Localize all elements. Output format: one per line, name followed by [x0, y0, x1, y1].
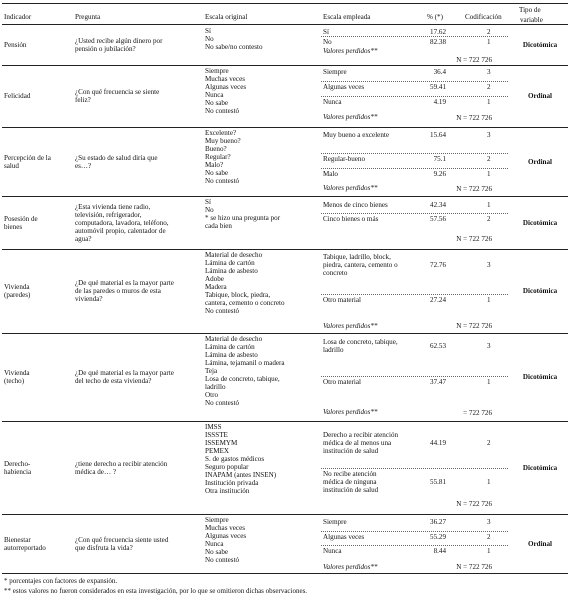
bottom-rule: [2, 573, 568, 574]
escala-empleada-item: institución de salud: [323, 486, 379, 494]
codificacion-value: 1: [487, 378, 491, 386]
escala-empleada-item: Algunas veces: [323, 533, 365, 541]
n-total: N = 722 726: [456, 235, 492, 243]
row-separator: [2, 196, 568, 197]
escala-original-item: Algunas veces: [205, 532, 247, 540]
pregunta-text: es…?: [75, 162, 92, 170]
header-codificacion: Codificación: [465, 13, 502, 21]
escala-original-item: Institución privada: [205, 479, 259, 487]
escala-original-item: No sabe: [205, 548, 229, 556]
n-total: N = 722 726: [456, 114, 492, 122]
escala-original-item: Otra institución: [205, 487, 250, 495]
escala-original-item: Sí: [205, 27, 211, 35]
escala-original-item: No sabe: [205, 169, 229, 177]
header-pregunta: Pregunta: [75, 13, 101, 21]
codificacion-value: 2: [487, 83, 491, 91]
row-separator: [2, 421, 568, 422]
n-total: N = 722 726: [456, 563, 492, 571]
escala-empleada-item: Otro material: [323, 378, 362, 386]
escala-original-item: ISSEMYM: [205, 439, 238, 447]
escala-empleada-item: Algunas veces: [323, 83, 365, 91]
valores-perdidos-label: Valores perdidos**: [323, 184, 378, 192]
escala-original-item: No contestó: [205, 399, 240, 407]
category-separator: [321, 153, 508, 154]
escala-empleada-item: médica de al menos una: [323, 439, 392, 447]
escala-original-item: Regular?: [205, 153, 231, 161]
escala-original-item: Siempre: [205, 67, 229, 75]
escala-original-item: Losa de concreto, tabique,: [205, 375, 280, 383]
n-total: N = 722 726: [456, 185, 492, 193]
codificacion-value: 1: [487, 98, 491, 106]
escala-original-item: No contestó: [205, 107, 240, 115]
escala-empleada-item: institución de salud: [323, 447, 379, 455]
indicador-label: salud: [4, 162, 19, 170]
n-total: = 722 726: [463, 409, 492, 417]
valores-perdidos-label: Valores perdidos**: [323, 322, 378, 330]
indicador-label: (paredes): [4, 291, 31, 299]
escala-original-item: S. de gastos médicos: [205, 455, 265, 463]
header-porcentaje: % (*): [427, 13, 443, 21]
escala-original-item: Lámina, tejamanil o madera: [205, 359, 285, 367]
pregunta-text: televisión, refrigerador,: [75, 211, 142, 219]
escala-original-item: Lámina de cartón: [205, 343, 255, 351]
row-separator: [2, 127, 568, 128]
tipo-variable: Ordinal: [527, 92, 553, 100]
category-separator: [321, 168, 508, 169]
row-separator: [2, 249, 568, 250]
valores-perdidos-label: Valores perdidos**: [323, 113, 378, 121]
escala-original-item: Nunca: [205, 540, 224, 548]
pregunta-text: que disfruta la vida?: [75, 544, 133, 552]
escala-original-item: PEMEX: [205, 447, 230, 455]
codificacion-value: 1: [487, 38, 491, 46]
pregunta-text: ¿Su estado de salud diría que: [75, 154, 158, 162]
escala-original-item: Tabique, block, piedra,: [205, 291, 271, 299]
pregunta-text: ¿Usted recibe algún dinero por: [75, 37, 163, 45]
porcentaje-value: 75.1: [433, 155, 446, 163]
indicador-label: Posesión de: [4, 215, 38, 223]
codificacion-value: 2: [487, 439, 491, 447]
escala-original-item: Adobe: [205, 275, 224, 283]
header-tipo-2: variable: [520, 16, 543, 24]
codificacion-value: 2: [487, 28, 491, 36]
header-indicador: Indicador: [4, 13, 32, 21]
porcentaje-value: 55.29: [430, 533, 446, 541]
porcentaje-value: 57.56: [430, 215, 446, 223]
escala-original-item: Lámina de asbesto: [205, 351, 258, 359]
pregunta-text: ¿Con qué frecuencia siente usted: [75, 536, 169, 544]
category-separator: [321, 531, 508, 532]
escala-empleada-item: Tabique, ladrillo, block,: [323, 253, 391, 261]
escala-original-item: No sabe/no contesto: [205, 43, 263, 51]
category-separator: [321, 376, 508, 377]
category-separator: [321, 213, 508, 214]
indicador-label: autorreportado: [4, 544, 46, 552]
escala-empleada-item: Sí: [323, 28, 329, 36]
codificacion-value: 3: [487, 68, 491, 76]
codificacion-value: 2: [487, 533, 491, 541]
pregunta-text: ¿De qué material es la mayor parte: [75, 279, 174, 287]
pregunta-text: vivienda?: [75, 295, 103, 303]
tipo-variable: Ordinal: [527, 540, 553, 548]
porcentaje-value: 36.4: [433, 68, 446, 76]
pregunta-text: agua?: [75, 235, 92, 243]
indicador-label: bienes: [4, 223, 23, 231]
pregunta-text: ¿tiene derecho a recibir atención: [75, 460, 168, 468]
porcentaje-value: 37.47: [430, 378, 446, 386]
escala-empleada-item: piedra, cantera, cemento o: [323, 261, 398, 269]
codificacion-value: 3: [487, 131, 491, 139]
escala-original-item: Sí: [205, 198, 211, 206]
escala-original-item: Nunca: [205, 91, 224, 99]
escala-empleada-item: Siempre: [323, 68, 347, 76]
category-separator: [321, 468, 508, 469]
indicador-label: Felicidad: [4, 92, 31, 100]
porcentaje-value: 59.41: [430, 83, 446, 91]
pregunta-text: ¿De qué material es la mayor parte: [75, 369, 174, 377]
category-separator: [321, 294, 508, 295]
footnote-2: ** estos valores no fueron considerados en esta investigación, por lo que se omitieron dichas observaciones.: [4, 587, 308, 595]
valores-perdidos-label: Valores perdidos**: [323, 563, 378, 571]
porcentaje-value: 82.38: [430, 38, 446, 46]
tipo-variable: Dicotómica: [522, 464, 558, 472]
escala-empleada-item: Menos de cinco bienes: [323, 201, 388, 209]
porcentaje-value: 9.26: [433, 170, 446, 178]
escala-original-item: Muchas veces: [205, 75, 245, 83]
codificacion-value: 1: [487, 170, 491, 178]
pregunta-text: computadora, lavadora, teléfono,: [75, 219, 169, 227]
row-separator: [2, 333, 568, 334]
escala-original-item: ladrillo: [205, 383, 226, 391]
category-separator: [321, 36, 508, 37]
pregunta-text: pensión o jubilación?: [75, 45, 136, 53]
escala-original-item: Material de desecho: [205, 335, 263, 343]
escala-empleada-item: Nunca: [323, 98, 342, 106]
header-escala-empleada: Escala empleada: [323, 13, 371, 21]
escala-original-item: No: [205, 206, 214, 214]
escala-empleada-item: Regular-bueno: [323, 155, 366, 163]
category-separator: [321, 545, 508, 546]
escala-original-item: No contestó: [205, 556, 240, 564]
valores-perdidos-label: Valores perdidos**: [323, 47, 378, 55]
escala-empleada-item: Malo: [323, 170, 338, 178]
escala-empleada-item: Derecho a recibir atención: [323, 431, 399, 439]
tipo-variable: Ordinal: [527, 158, 553, 166]
indicador-label: Vivienda: [4, 283, 30, 291]
escala-empleada-item: Cinco bienes o más: [323, 215, 379, 223]
escala-empleada-item: Siempre: [323, 518, 347, 526]
porcentaje-value: 42.34: [430, 201, 446, 209]
escala-empleada-item: Otro material: [323, 296, 362, 304]
escala-original-item: Excelente?: [205, 129, 237, 137]
porcentaje-value: 27.24: [430, 296, 446, 304]
pregunta-text: ¿Esta vivienda tiene radio,: [75, 203, 151, 211]
header-escala-original: Escala original: [205, 13, 248, 21]
escala-empleada-item: Muy bueno a excelente: [323, 131, 389, 139]
escala-empleada-item: No recibe atención: [323, 470, 377, 478]
pregunta-text: médica de… ?: [75, 468, 116, 476]
tipo-variable: Dicotómica: [522, 219, 558, 227]
indicador-label: Vivienda: [4, 369, 30, 377]
category-separator: [321, 81, 508, 82]
escala-original-item: Malo?: [205, 161, 224, 169]
codificacion-value: 1: [487, 478, 491, 486]
row-separator: [2, 65, 568, 66]
escala-original-item: Lámina de cartón: [205, 259, 255, 267]
escala-empleada-item: concreto: [323, 269, 348, 277]
tipo-variable: Dicotómica: [522, 373, 558, 381]
escala-original-item: cantera, cemento o concreto: [205, 299, 285, 307]
escala-original-item: INAPAM (antes INSEN): [205, 471, 277, 479]
n-total: N = 722 726: [456, 500, 492, 508]
header-tipo-1: Tipo de: [519, 6, 541, 14]
pregunta-text: ¿Con qué frecuencia se siente: [75, 88, 160, 96]
indicador-label: Pensión: [4, 41, 27, 49]
escala-original-item: Lámina de asbesto: [205, 267, 258, 275]
escala-original-item: Siempre: [205, 516, 229, 524]
escala-original-item: IMSS: [205, 423, 222, 431]
header-rule: [2, 24, 568, 25]
codificacion-value: 3: [487, 261, 491, 269]
indicador-label: habiencia: [4, 468, 32, 476]
top-rule: [2, 3, 568, 4]
tipo-variable: Dicotómica: [522, 41, 558, 49]
codificacion-value: 3: [487, 342, 491, 350]
codificacion-value: 3: [487, 518, 491, 526]
indicador-label: Derecho-: [4, 460, 31, 468]
pregunta-text: feliz?: [75, 96, 91, 104]
indicador-label: Bienestar: [4, 536, 31, 544]
escala-empleada-item: No: [323, 38, 332, 46]
porcentaje-value: 62.53: [430, 342, 446, 350]
valores-perdidos-label: Valores perdidos**: [323, 408, 378, 416]
escala-original-item: Teja: [205, 367, 218, 375]
pregunta-text: automóvil propio, calentador de: [75, 227, 166, 235]
escala-original-item: Muy bueno?: [205, 137, 241, 145]
codificacion-value: 1: [487, 296, 491, 304]
escala-original-item: Material de desecho: [205, 251, 263, 259]
porcentaje-value: 44.19: [430, 439, 446, 447]
indicador-label: (techo): [4, 377, 25, 385]
escala-original-item: Algunas veces: [205, 83, 247, 91]
n-total: N = 722 726: [456, 56, 492, 64]
escala-original-item: ISSSTE: [205, 431, 228, 439]
escala-original-item: No contestó: [205, 307, 240, 315]
porcentaje-value: 15.64: [430, 131, 446, 139]
pregunta-text: de las paredes o muros de esta: [75, 287, 161, 295]
escala-original-item: cada bien: [205, 222, 232, 230]
indicador-label: Percepción de la: [4, 154, 51, 162]
footnote-1: * porcentajes con factores de expansión.: [4, 577, 118, 585]
codificacion-value: 1: [487, 547, 491, 555]
porcentaje-value: 4.19: [433, 98, 446, 106]
escala-original-item: Muchas veces: [205, 524, 245, 532]
escala-original-item: Otro: [205, 391, 219, 399]
escala-original-item: No sabe: [205, 99, 229, 107]
tipo-variable: Dicotómica: [522, 287, 558, 295]
escala-original-item: No contestó: [205, 177, 240, 185]
codificacion-value: 2: [487, 155, 491, 163]
escala-original-item: No: [205, 35, 214, 43]
row-separator: [2, 514, 568, 515]
codificacion-value: 2: [487, 215, 491, 223]
porcentaje-value: 36.27: [430, 518, 446, 526]
escala-empleada-item: médica de ninguna: [323, 478, 377, 486]
porcentaje-value: 8.44: [433, 547, 446, 555]
escala-empleada-item: Losa de concreto, tabique,: [323, 338, 398, 346]
escala-empleada-item: Nunca: [323, 547, 342, 555]
porcentaje-value: 17.62: [430, 28, 446, 36]
escala-original-item: * se hizo una pregunta por: [205, 214, 281, 222]
n-total: N = 722 726: [456, 322, 492, 330]
escala-original-item: Madera: [205, 283, 227, 291]
escala-original-item: Bueno?: [205, 145, 227, 153]
category-separator: [321, 96, 508, 97]
escala-original-item: Seguro popular: [205, 463, 249, 471]
pregunta-text: del techo de esta vivienda?: [75, 377, 152, 385]
codificacion-value: 1: [487, 201, 491, 209]
porcentaje-value: 55.81: [430, 478, 446, 486]
porcentaje-value: 72.76: [430, 261, 446, 269]
escala-empleada-item: ladrillo: [323, 346, 344, 354]
